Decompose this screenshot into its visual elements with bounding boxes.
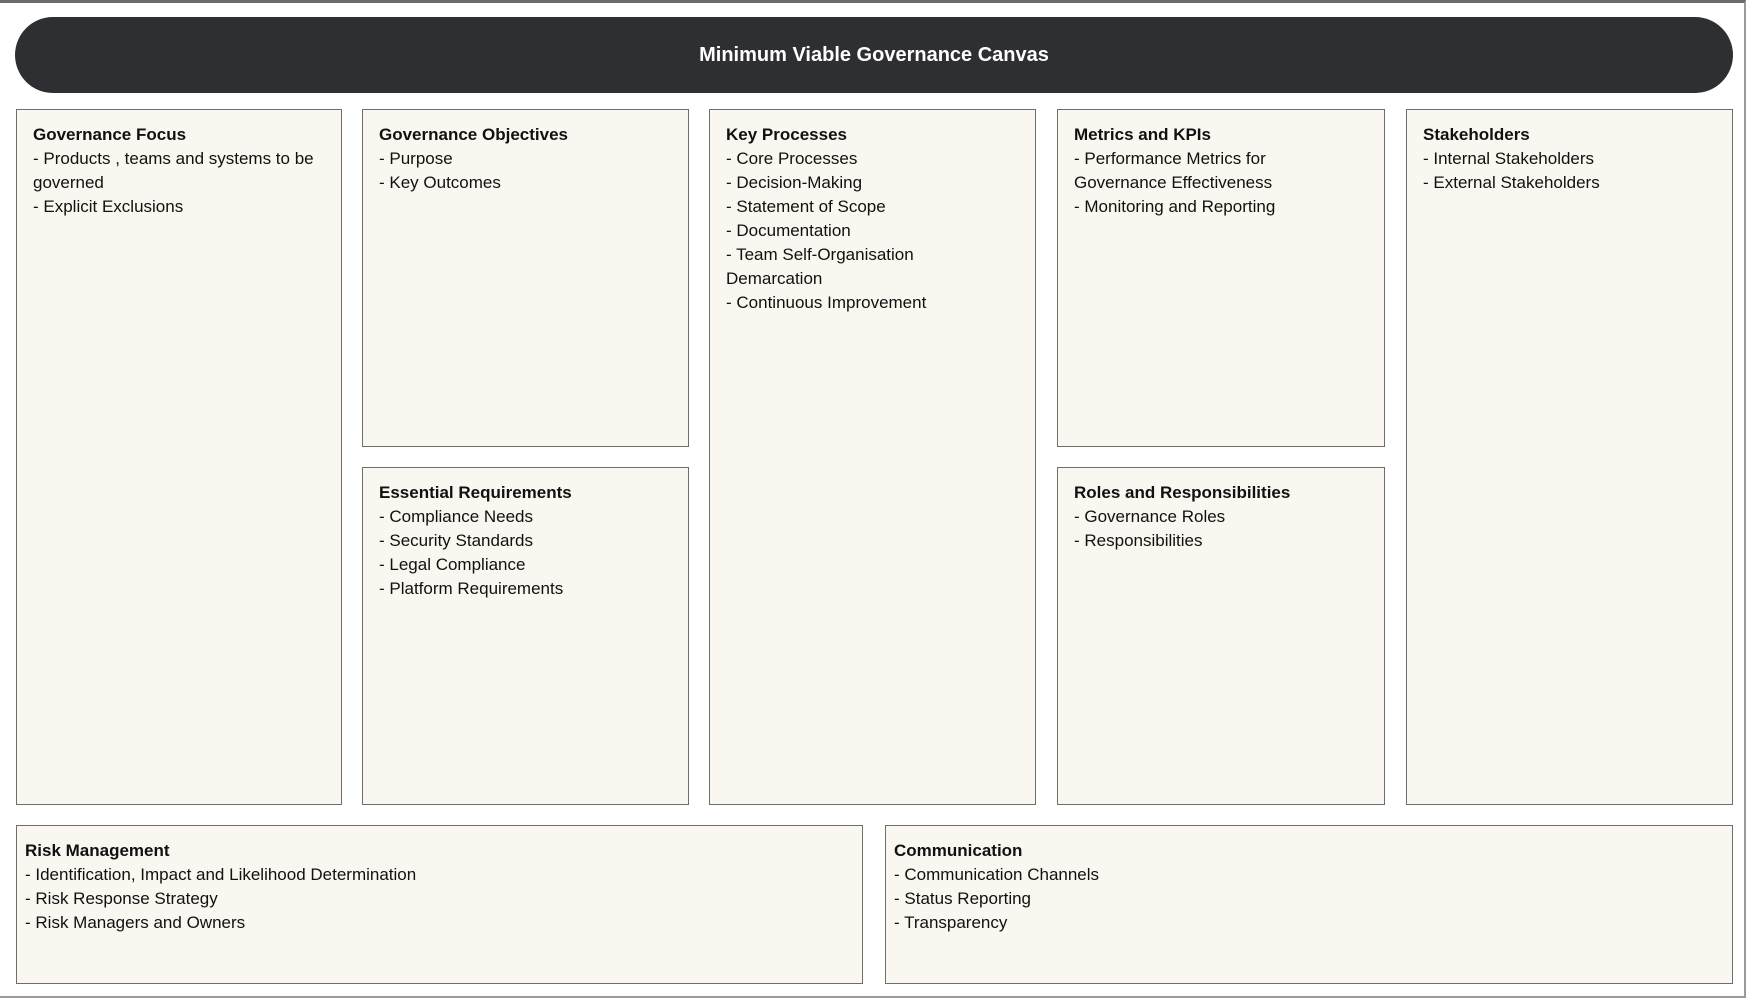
canvas-title: Minimum Viable Governance Canvas <box>699 43 1049 66</box>
box-title: Governance Focus <box>33 125 187 144</box>
box-roles-responsibilities[interactable] <box>1057 467 1385 805</box>
list-item: - Platform Requirements <box>379 579 564 598</box>
box-title: Key Processes <box>726 125 847 144</box>
list-item: - Risk Response Strategy <box>25 889 218 908</box>
box-title: Stakeholders <box>1423 125 1530 144</box>
list-item: - Communication Channels <box>894 865 1100 884</box>
list-item: - Transparency <box>894 913 1008 932</box>
list-item: - Internal Stakeholders <box>1423 149 1595 168</box>
list-item: - Documentation <box>726 221 851 240</box>
list-item: - Purpose <box>379 149 453 168</box>
box-title: Governance Objectives <box>379 125 568 144</box>
box-essential-requirements[interactable] <box>362 467 689 805</box>
box-title: Essential Requirements <box>379 483 572 502</box>
list-item: - Team Self-Organisation Demarcation <box>726 245 914 288</box>
list-item: - Status Reporting <box>894 889 1032 908</box>
list-item: - Statement of Scope <box>726 197 886 216</box>
list-item: - Risk Managers and Owners <box>25 913 246 932</box>
box-title: Risk Management <box>25 841 170 860</box>
list-item: - Products , teams and systems to be governed <box>33 149 314 192</box>
list-item: - Legal Compliance <box>379 555 526 574</box>
box-risk-management[interactable] <box>16 825 863 984</box>
list-item: - Compliance Needs <box>379 507 534 526</box>
list-item: - Decision-Making <box>726 173 863 192</box>
list-item: - Continuous Improvement <box>726 293 927 312</box>
box-governance-objectives[interactable] <box>362 109 689 447</box>
canvas-header <box>15 17 1733 93</box>
list-item: - Performance Metrics for Governance Effectiveness <box>1074 149 1273 192</box>
box-governance-focus[interactable] <box>16 109 342 805</box>
box-title: Metrics and KPIs <box>1074 125 1211 144</box>
list-item: - Monitoring and Reporting <box>1074 197 1276 216</box>
list-item: - Security Standards <box>379 531 534 550</box>
list-item: - Responsibilities <box>1074 531 1203 550</box>
list-item: - Core Processes <box>726 149 858 168</box>
list-item: - Key Outcomes <box>379 173 501 192</box>
box-stakeholders[interactable] <box>1406 109 1733 805</box>
box-metrics-kpis[interactable] <box>1057 109 1385 447</box>
box-title: Roles and Responsibilities <box>1074 483 1291 502</box>
list-item: - Governance Roles <box>1074 507 1226 526</box>
list-item: - Explicit Exclusions <box>33 197 184 216</box>
box-title: Communication <box>894 841 1023 860</box>
list-item: - External Stakeholders <box>1423 173 1600 192</box>
box-communication[interactable] <box>885 825 1733 984</box>
list-item: - Identification, Impact and Likelihood Determination <box>25 865 417 884</box>
box-key-processes[interactable] <box>709 109 1036 805</box>
